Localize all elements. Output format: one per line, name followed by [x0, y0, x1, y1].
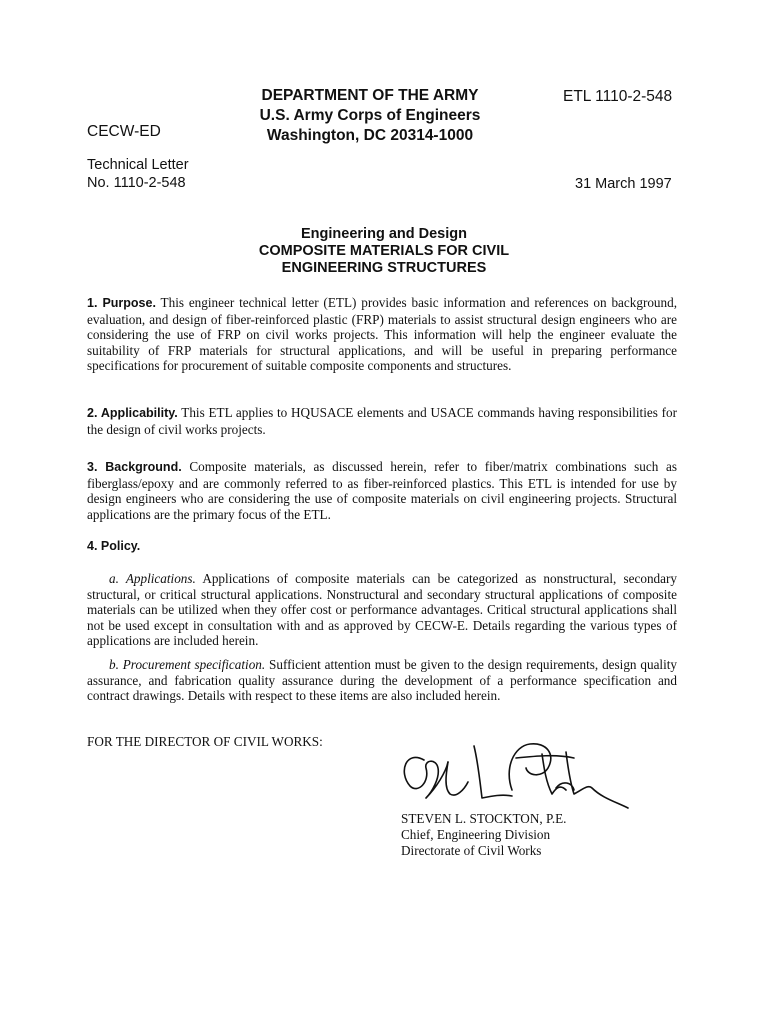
- letter-number: No. 1110-2-548: [87, 175, 186, 191]
- etl-number: ETL 1110-2-548: [563, 88, 673, 105]
- letter-type: Technical Letter: [87, 157, 189, 173]
- signature-block: [401, 811, 566, 859]
- subsection-text: Applications of composite materials can be categorized as nonstructural, secondary structural, or critical structural applications. Nonstructural and secondary structural applications of composite materials can be utilized when they offer cost or performance advantages. Critical structural applications shall not be used except in consultation with and as approved by CECW-E. Details regarding the various types of applications are included herein.: [87, 571, 677, 649]
- letter-identifier: [87, 156, 189, 192]
- section-applicability: [87, 405, 677, 437]
- section-text: This engineer technical letter (ETL) provides basic information and references on background, evaluation, and design of fiber-reinforced plastic (FRP) materials to assist structural design engineers who are considering the use of FRP on civil works projects. This information will help the engineer evaluate the suitability of FRP materials for structural applications, and will be useful in preparing performance specifications for procurement of suitable composite components and structures.: [87, 295, 678, 374]
- closing-line: FOR THE DIRECTOR OF CIVIL WORKS:: [87, 734, 323, 749]
- letterhead-address: Washington, DC 20314-1000: [266, 127, 474, 144]
- title-line-3: ENGINEERING STRUCTURES: [281, 260, 487, 276]
- section-text: Composite materials, as discussed herein, refer to fiber/matrix combinations such as fiberglass/epoxy and are commonly referred to as fiber-reinforced plastics. This ETL is intended for use by design engineers who are considering the use of composite materials on civil engineering projects. Structural applications are the primary focus of the ETL.: [87, 459, 677, 522]
- title-line-2: COMPOSITE MATERIALS FOR CIVIL: [258, 243, 510, 259]
- section-text: This ETL applies to HQUSACE elements and USACE commands having responsibilities for the design of civil works projects.: [87, 405, 677, 437]
- section-background: [87, 459, 677, 522]
- subsection-applications: [87, 571, 677, 649]
- letter-date: 31 March 1997: [575, 176, 672, 192]
- subsection-text: Sufficient attention must be given to the design requirements, design quality assurance, and fabrication quality assurance during the development of a performance specification and contract drawings. Details with respect to these items are also included herein.: [87, 657, 678, 704]
- signer-title: Chief, Engineering Division: [401, 827, 551, 842]
- section-heading: 4. Policy.: [87, 539, 141, 553]
- office-symbol: CECW-ED: [87, 123, 161, 140]
- section-heading: 3. Background.: [87, 460, 182, 474]
- signer-directorate: Directorate of Civil Works: [401, 843, 542, 858]
- section-heading: 2. Applicability.: [87, 406, 178, 420]
- signature-image: [396, 732, 636, 812]
- section-policy: [87, 538, 677, 555]
- subsection-procurement: [87, 657, 677, 704]
- letterhead-agency: U.S. Army Corps of Engineers: [259, 107, 481, 124]
- subsection-label: a. Applications.: [109, 571, 196, 586]
- signer-name: STEVEN L. STOCKTON, P.E.: [401, 811, 567, 826]
- letterhead-department: DEPARTMENT OF THE ARMY: [261, 87, 479, 104]
- letterhead: [200, 86, 540, 146]
- section-heading: 1. Purpose.: [87, 296, 156, 310]
- document-title: [150, 226, 618, 277]
- title-line-1: Engineering and Design: [301, 226, 467, 242]
- section-purpose: [87, 295, 677, 374]
- subsection-label: b. Procurement specification.: [109, 657, 266, 672]
